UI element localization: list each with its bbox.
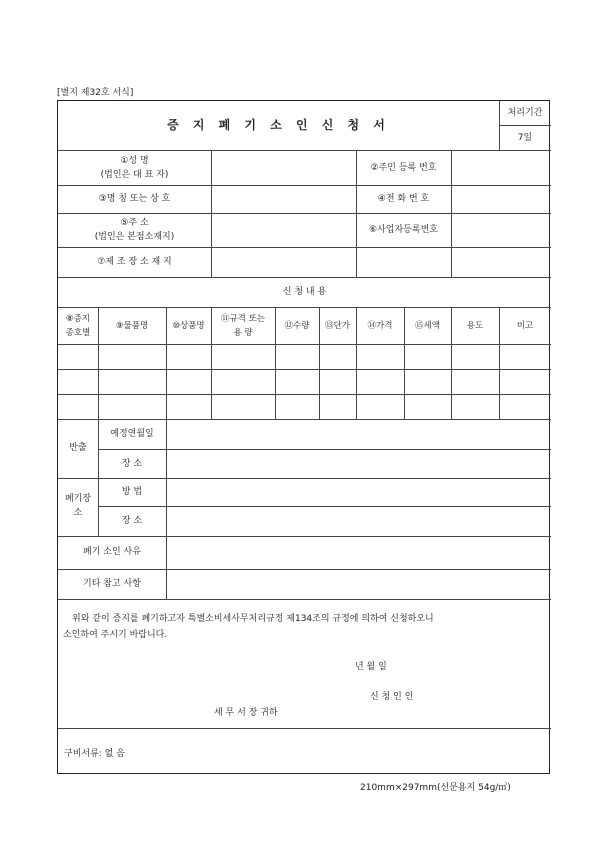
other-notes-label: 기타 참고 사항 — [83, 579, 141, 589]
disposal-reason-label: 폐기 소인 사유 — [83, 547, 141, 557]
addressee: 세 무 서 장 귀하 — [214, 708, 278, 718]
processing-period-label: 처리기간 — [507, 108, 543, 118]
disposal-location-label: 장 소 — [121, 516, 143, 526]
col-usage: 용도 — [466, 321, 484, 331]
col-spec: ⑪규격 또는 — [220, 314, 266, 324]
form-number: [별지 제32호 서식] — [57, 88, 134, 98]
col-stamp-type: ⑧증지 — [65, 314, 91, 324]
col-item-name: ⑨물품명 — [115, 321, 149, 331]
col-price: ⑭가격 — [367, 321, 393, 331]
section-title: 신 청 내 용 — [282, 287, 327, 297]
statement-line-1: 위와 같이 증지를 폐기하고자 특별소비세사무처리규정 제134조의 규정에 의하여 신청하오니 — [72, 614, 434, 624]
col-tax: ⑮세액 — [415, 321, 440, 331]
resident-number-label: ②주민 등록 번호 — [370, 163, 437, 173]
name-label: ①성 명 — [120, 156, 149, 166]
address-sub-label: (법인은 본점소재지) — [94, 232, 175, 242]
disposal-method-label: 방 법 — [121, 487, 143, 497]
name-sub-label: (법인은 대 표 자) — [100, 170, 169, 180]
col-stamp-type-2: 종호별 — [65, 328, 91, 338]
col-remarks: 비고 — [516, 321, 534, 331]
address-label: ⑤주 소 — [120, 218, 149, 228]
carry-out-label: 반출 — [69, 443, 87, 453]
paper-spec: 210mm×297mm(신문용지 54g/㎡) — [360, 783, 511, 793]
statement-line-2: 소인하여 주시기 바랍니다. — [63, 630, 168, 640]
col-unit-price: ⑬단가 — [325, 321, 350, 331]
attachments: 구비서류: 없 음 — [64, 749, 125, 759]
application-form — [57, 100, 550, 774]
disposal-place-label: 폐기장 — [64, 494, 92, 504]
col-quantity: ⑫수량 — [284, 321, 310, 331]
date-line: 년 월 일 — [355, 662, 387, 672]
applicant-signature-line: 신 청 인 인 — [370, 692, 414, 702]
phone-label: ④전 화 번 호 — [377, 194, 430, 204]
col-product-name: ⑩상품명 — [172, 321, 205, 331]
trade-name-label: ③명 칭 또는 상 호 — [98, 194, 171, 204]
col-spec-2: 용 량 — [233, 328, 253, 338]
business-number-label: ⑥사업자등록번호 — [369, 225, 438, 235]
factory-location-label: ⑦제 조 장 소 재 지 — [97, 257, 172, 267]
carry-out-place-label: 장 소 — [121, 459, 143, 469]
processing-period-value: 7일 — [517, 133, 533, 143]
scheduled-date-label: 예정연월일 — [110, 429, 154, 439]
form-title: 증 지 폐 기 소 인 신 청 서 — [167, 118, 390, 132]
disposal-place-label-2: 소 — [73, 508, 83, 518]
